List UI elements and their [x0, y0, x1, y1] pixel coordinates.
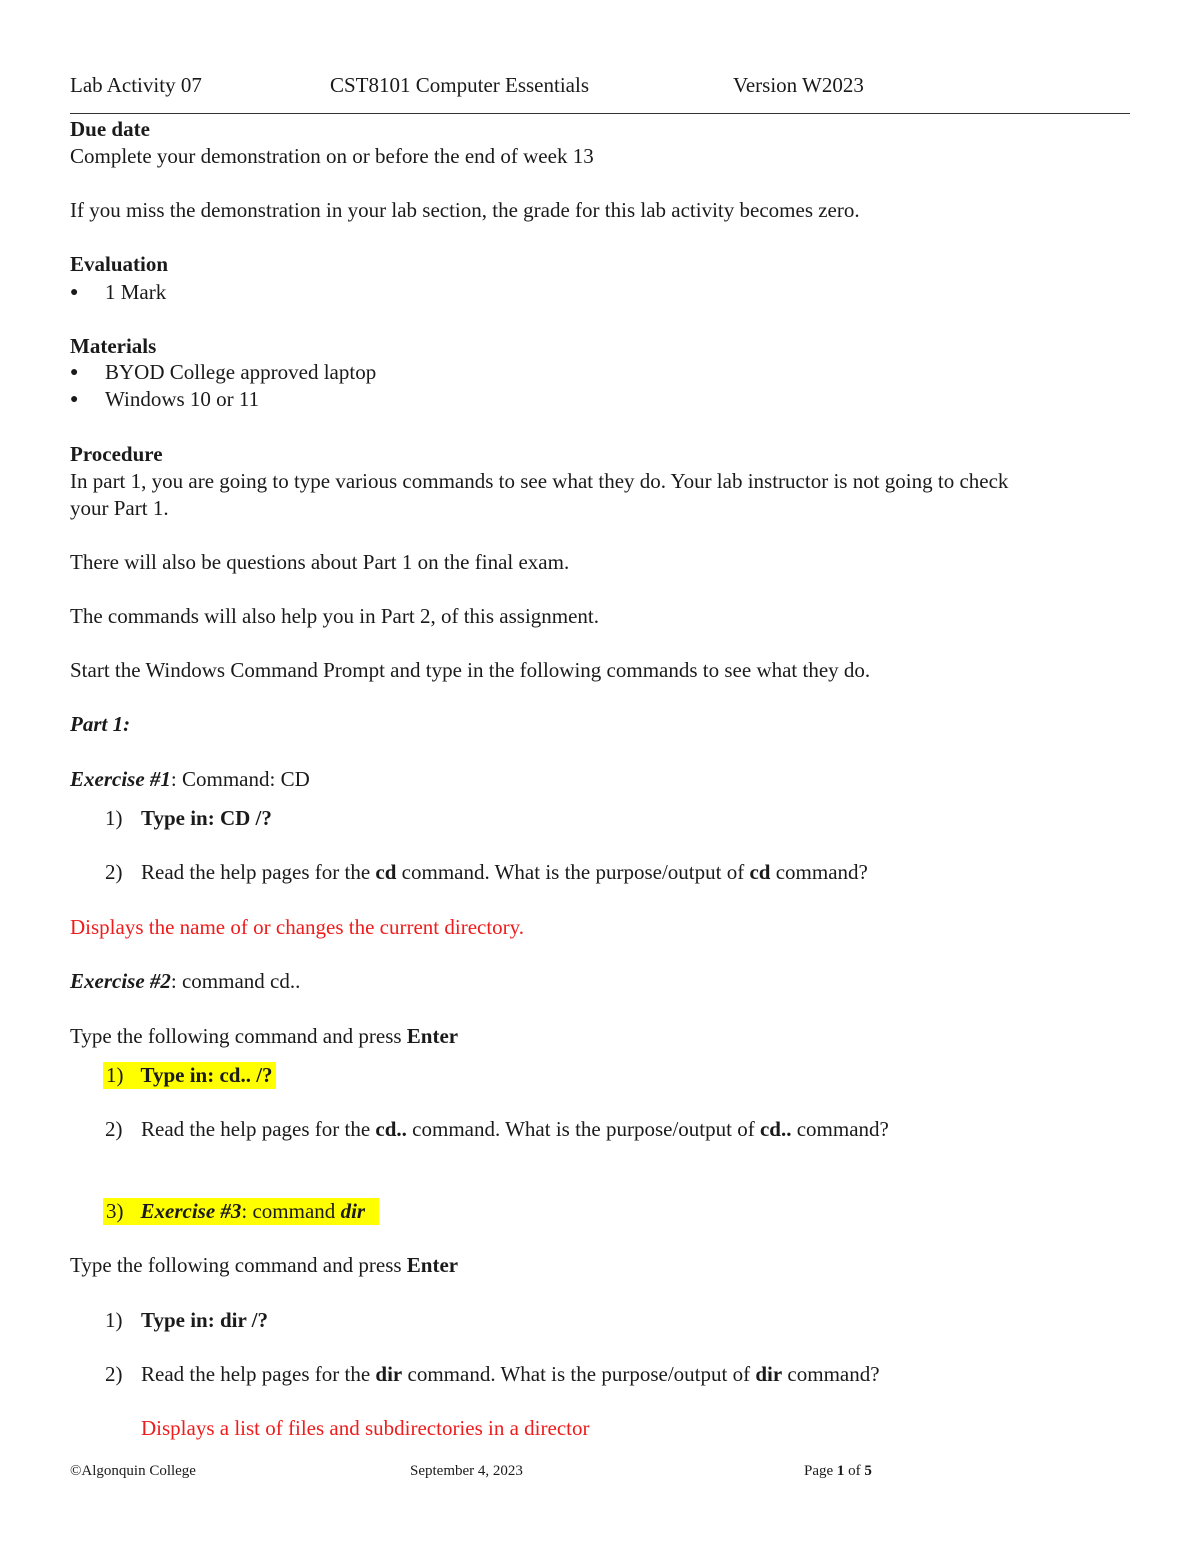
exercise2-title [70, 968, 300, 995]
materials-item: BYOD College approved laptop [105, 360, 377, 384]
text: command. What is the purpose/output of [402, 1362, 756, 1386]
footer-page-number [804, 1463, 872, 1480]
procedure-para2: There will also be questions about Part 1 on the final exam. [70, 550, 570, 574]
ex2-step2 [141, 1116, 889, 1143]
ex3-instruction [70, 1252, 458, 1279]
command-name: cd.. [759, 1117, 792, 1141]
text: command? [791, 1117, 889, 1141]
ex3-step1: Type in: dir /? [141, 1308, 268, 1332]
due-date-line: Complete your demonstration on or before the end of week 13 [70, 144, 594, 168]
ex3-num: 3) [106, 1199, 124, 1223]
header-left: Lab Activity 07 [70, 73, 202, 97]
footer-date: September 4, 2023 [410, 1463, 523, 1479]
command-name: dir [755, 1362, 783, 1386]
header-center: CST8101 Computer Essentials [330, 73, 589, 97]
ex1-answer: Displays the name of or changes the current directory. [70, 915, 525, 939]
text: of [844, 1463, 865, 1479]
ex3-answer: Displays a list of files and subdirectories in a director [141, 1416, 590, 1440]
due-date-heading: Due date [70, 117, 150, 141]
ex2-step1-label: Type in: cd.. /? [140, 1063, 273, 1087]
materials-item: Windows 10 or 11 [105, 387, 260, 411]
ex3-step2 [141, 1361, 880, 1388]
text: : command [241, 1199, 341, 1223]
procedure-para3: The commands will also help you in Part 2, of this assignment. [70, 604, 600, 628]
command-name: cd [375, 860, 397, 884]
ex3-step2-num: 2) [105, 1362, 123, 1386]
enter-key-label: Enter [406, 1024, 459, 1048]
exercise2-rest: : command cd.. [170, 969, 301, 993]
header-right: Version W2023 [733, 73, 864, 97]
text: Read the help pages for the [141, 1117, 376, 1141]
header-rule [70, 113, 1130, 114]
ex2-step1 [103, 1062, 276, 1089]
procedure-para4: Start the Windows Command Prompt and type in the following commands to see what they do. [70, 658, 871, 682]
ex1-step2 [141, 859, 868, 886]
bullet-icon: ● [70, 285, 79, 300]
exercise3-label: Exercise #3 [140, 1199, 242, 1223]
due-date-warning: If you miss the demonstration in your lab section, the grade for this lab activity becomes zero. [70, 198, 860, 222]
text: command. What is the purpose/output of [396, 860, 750, 884]
ex1-step1: Type in: CD /? [141, 806, 272, 830]
ex1-step1-num: 1) [105, 806, 123, 830]
text: command? [782, 1362, 880, 1386]
text: command. What is the purpose/output of [406, 1117, 760, 1141]
text: command? [770, 860, 868, 884]
materials-heading: Materials [70, 334, 157, 358]
exercise1-label: Exercise #1 [70, 767, 171, 791]
ex3-step1-num: 1) [105, 1308, 123, 1332]
ex2-step2-num: 2) [105, 1117, 123, 1141]
enter-key-label: Enter [406, 1253, 459, 1277]
footer-copyright: ©Algonquin College [70, 1463, 196, 1479]
command-name: dir [375, 1362, 403, 1386]
exercise1-rest: : Command: CD [170, 767, 310, 791]
evaluation-heading: Evaluation [70, 252, 169, 276]
command-name: cd.. [375, 1117, 407, 1141]
text: Page [804, 1463, 837, 1479]
exercise1-title [70, 766, 310, 793]
exercise3-title [103, 1198, 379, 1225]
text: Type the following command and press [70, 1024, 407, 1048]
text: Read the help pages for the [141, 860, 376, 884]
page-total: 5 [864, 1463, 872, 1479]
text: Type the following command and press [70, 1253, 407, 1277]
ex2-instruction [70, 1023, 458, 1050]
exercise2-label: Exercise #2 [70, 969, 171, 993]
ex2-step1-num: 1) [106, 1063, 124, 1087]
bullet-icon: ● [70, 365, 79, 380]
bullet-icon: ● [70, 392, 79, 407]
command-name: cd [749, 860, 771, 884]
procedure-heading: Procedure [70, 442, 163, 466]
part1-title: Part 1: [70, 712, 131, 736]
ex1-step2-num: 2) [105, 860, 123, 884]
procedure-para1-line1: In part 1, you are going to type various commands to see what they do. Your lab instructor is not going to check [70, 469, 1009, 493]
procedure-para1-line2: your Part 1. [70, 496, 169, 520]
text: Read the help pages for the [141, 1362, 376, 1386]
page-current: 1 [836, 1463, 845, 1479]
command-name: dir [340, 1199, 366, 1223]
evaluation-item: 1 Mark [105, 280, 167, 304]
